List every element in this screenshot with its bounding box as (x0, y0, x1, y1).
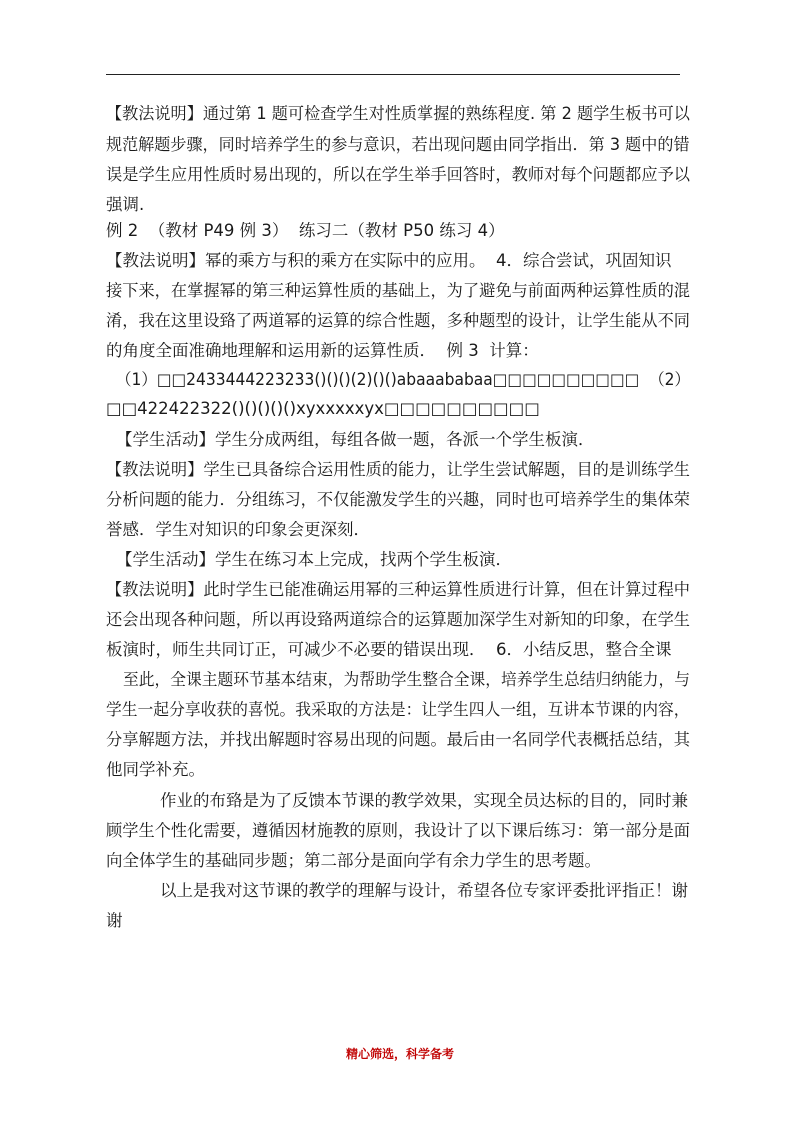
text-line: 还会出现各种问题，所以再设臵两道综合的运算题加深学生对新知的印象，在学生 (106, 610, 691, 629)
text-line: （1）□□2433444223233()()()(2)()()abaaababaa□□□□□□□□□□ （2） (116, 370, 690, 389)
text-line: 【学生活动】学生分成两组，每组各做一题，各派一个学生板演． (116, 430, 595, 449)
text-line: 以上是我对这节课的教学的理解与设计，希望各位专家评委批评指正！谢 (160, 881, 688, 900)
text-line: 板演时，师生共同订正，可减少不必要的错误出现． 6．小结反思，整合全课 (106, 640, 672, 659)
text-line: 强调. (106, 195, 145, 214)
text-line: □□422422322()()()()()xyxxxxxyx□□□□□□□□□□ (106, 399, 540, 418)
footer-text: 精心筛选，科学备考 (345, 1047, 454, 1061)
text-line: 至此，全课主题环节基本结束，为帮助学生整合全课，培养学生总结归纳能力，与 (123, 670, 690, 689)
text-line: 分析问题的能力．分组练习，不仅能激发学生的兴趣，同时也可培养学生的集体荣 (106, 490, 691, 509)
text-line: 接下来，在掌握幂的第三种运算性质的基础上，为了避免与前面两种运算性质的混 (106, 281, 691, 300)
text-line: 学生一起分享收获的喜悦。我采取的方法是：让学生四人一组，互讲本节课的内容， (106, 700, 690, 719)
text-line: 【学生活动】学生在练习本上完成，找两个学生板演． (116, 550, 512, 569)
text-line: 【教法说明】此时学生已能准确运用幂的三种运算性质进行计算，但在计算过程中 (106, 580, 691, 599)
text-line: 誉感．学生对知识的印象会更深刻． (106, 520, 370, 539)
text-line: 顾学生个性化需要，遵循因材施教的原则，我设计了以下课后练习：第一部分是面 (106, 821, 691, 840)
text-line: 淆，我在这里设臵了两道幂的运算的综合性题，多种题型的设计，让学生能从不同 (106, 311, 691, 330)
header-rule (106, 74, 680, 75)
text-line: 向全体学生的基础同步题；第二部分是面向学有余力学生的思考题。 (106, 851, 601, 870)
text-line: 规范解题步骤，同时培养学生的参与意识，若出现问题由同学指出．第 3 题中的错 (106, 135, 690, 154)
text-line: 分享解题方法，并找出解题时容易出现的问题。最后由一名同学代表概括总结，其 (106, 730, 691, 749)
text-line: 他同学补充。 (106, 760, 205, 779)
text-line: 【教法说明】通过第 1 题可检查学生对性质掌握的熟练程度. 第 2 题学生板书可以 (106, 104, 690, 123)
text-line: 谢 (106, 911, 123, 930)
text-line: 误是学生应用性质时易出现的，所以在学生举手回答时，教师对每个问题都应予以 (106, 165, 691, 184)
text-line: 【教法说明】幂的乘方与积的乘方在实际中的应用。 4．综合尝试，巩固知识 (106, 251, 672, 270)
text-line: 的角度全面准确地理解和运用新的运算性质． 例 3 计算： (106, 341, 539, 360)
text-line: 【教法说明】学生已具备综合运用性质的能力，让学生尝试解题，目的是训练学生 (106, 460, 691, 479)
text-line: 作业的布臵是为了反馈本节课的教学效果，实现全员达标的目的，同时兼 (160, 791, 688, 810)
text-line: 例 2 （教材 P49 例 3） 练习二（教材 P50 练习 4） (106, 221, 505, 240)
